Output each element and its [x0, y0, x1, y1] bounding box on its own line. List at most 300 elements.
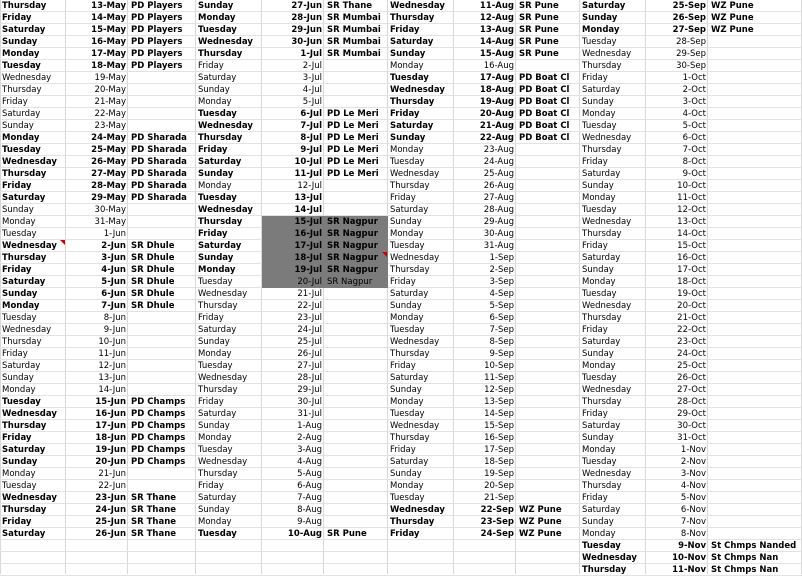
schedule-date-cell[interactable]: 2-Aug [297, 433, 322, 443]
schedule-date-cell[interactable]: 26-Aug [483, 181, 514, 191]
schedule-day-cell[interactable]: Tuesday [198, 25, 237, 35]
schedule-day-cell[interactable]: Friday [582, 493, 608, 503]
schedule-event-cell[interactable]: PD Sharada [131, 181, 187, 191]
schedule-date-cell[interactable]: 13-Oct [677, 217, 706, 227]
schedule-event-cell[interactable] [708, 444, 802, 456]
schedule-date-cell[interactable]: 25-Jun [95, 517, 126, 527]
schedule-date-cell[interactable]: 23-May [94, 121, 126, 131]
schedule-day-cell[interactable]: Saturday [2, 361, 41, 371]
schedule-date-cell[interactable]: 27-Sep [672, 25, 706, 35]
schedule-event-cell[interactable]: PD Players [131, 25, 183, 35]
schedule-date-cell[interactable]: 7-Jul [300, 121, 322, 131]
schedule-date-cell[interactable]: 26-May [91, 157, 126, 167]
schedule-date-cell[interactable]: 14-Jul [294, 205, 322, 215]
schedule-event-cell[interactable] [708, 420, 802, 432]
schedule-day-cell[interactable]: Thursday [2, 421, 47, 431]
schedule-date-cell[interactable]: 29-Jul [297, 385, 322, 395]
schedule-date-cell[interactable]: 10-Sep [484, 361, 514, 371]
schedule-event-cell[interactable] [128, 360, 196, 372]
schedule-event-cell[interactable] [708, 180, 802, 192]
schedule-date-cell[interactable]: 20-Aug [479, 109, 514, 119]
schedule-day-cell[interactable]: Monday [198, 349, 232, 359]
schedule-day-cell[interactable]: Wednesday [198, 205, 253, 215]
schedule-date-cell[interactable]: 25-Aug [483, 169, 514, 179]
schedule-day-cell[interactable]: Thursday [390, 349, 430, 359]
schedule-date-cell[interactable]: 22-May [94, 109, 126, 119]
schedule-day-cell[interactable]: Wednesday [390, 169, 440, 179]
schedule-event-cell[interactable] [128, 324, 196, 336]
schedule-day-cell[interactable]: Friday [198, 145, 228, 155]
schedule-day-cell[interactable]: Sunday [198, 253, 234, 263]
schedule-day-cell[interactable]: Sunday [582, 13, 618, 23]
schedule-date-cell[interactable]: 22-Aug [479, 133, 514, 143]
schedule-date-cell[interactable]: 14-Oct [677, 229, 706, 239]
schedule-event-cell[interactable] [708, 216, 802, 228]
schedule-date-cell[interactable]: 1-Oct [682, 73, 706, 83]
schedule-day-cell[interactable]: Thursday [582, 565, 627, 575]
schedule-day-cell[interactable]: Sunday [198, 85, 230, 95]
schedule-event-cell[interactable] [324, 192, 388, 204]
schedule-day-cell[interactable]: Sunday [198, 505, 230, 515]
schedule-day-cell[interactable]: Sunday [198, 421, 230, 431]
schedule-event-cell[interactable]: SR Dhule [131, 253, 175, 263]
schedule-day-cell[interactable]: Thursday [2, 1, 47, 11]
schedule-event-cell[interactable] [128, 372, 196, 384]
schedule-event-cell[interactable]: SR Nagpur [327, 241, 378, 251]
schedule-day-cell[interactable]: Monday [2, 49, 40, 59]
schedule-date-cell[interactable]: 28-Sep [676, 37, 706, 47]
schedule-date-cell[interactable]: 1-Sep [489, 253, 514, 263]
schedule-day-cell[interactable]: Saturday [582, 253, 621, 263]
schedule-day-cell[interactable]: Friday [390, 529, 420, 539]
schedule-event-cell[interactable] [708, 288, 802, 300]
schedule-day-cell[interactable]: Sunday [582, 349, 614, 359]
schedule-date-cell[interactable]: 23-Oct [677, 337, 706, 347]
schedule-date-cell[interactable]: 23-Jun [95, 493, 126, 503]
schedule-event-cell[interactable] [516, 384, 580, 396]
schedule-event-cell[interactable] [516, 288, 580, 300]
schedule-day-cell[interactable]: Monday [582, 25, 620, 35]
schedule-date-cell[interactable]: 21-Jun [98, 469, 126, 479]
schedule-date-cell[interactable]: 12-Sep [484, 385, 514, 395]
schedule-event-cell[interactable] [128, 108, 196, 120]
schedule-event-cell[interactable]: St Chmps Nan [711, 553, 779, 563]
schedule-day-cell[interactable]: Tuesday [198, 109, 237, 119]
schedule-event-cell[interactable] [708, 72, 802, 84]
schedule-date-cell[interactable]: 7-Jun [101, 301, 126, 311]
schedule-event-cell[interactable] [516, 276, 580, 288]
schedule-day-cell[interactable]: Friday [582, 241, 608, 251]
schedule-event-cell[interactable] [324, 480, 388, 492]
schedule-event-cell[interactable] [708, 432, 802, 444]
schedule-event-cell[interactable] [516, 144, 580, 156]
schedule-date-cell[interactable]: 12-Jun [98, 361, 126, 371]
schedule-date-cell[interactable]: 19-Sep [484, 469, 514, 479]
schedule-date-cell[interactable]: 3-Aug [297, 445, 322, 455]
schedule-date-cell[interactable]: 30-Oct [677, 421, 706, 431]
schedule-day-cell[interactable]: Saturday [582, 421, 621, 431]
schedule-day-cell[interactable]: Saturday [582, 337, 621, 347]
schedule-date-cell[interactable]: 24-Jul [297, 325, 322, 335]
schedule-day-cell[interactable]: Sunday [2, 457, 38, 467]
schedule-day-cell[interactable]: Monday [390, 397, 424, 407]
schedule-date-cell[interactable]: 9-Sep [489, 349, 514, 359]
schedule-date-cell[interactable]: 9-Jun [103, 325, 126, 335]
schedule-date-cell[interactable]: 14-May [91, 13, 126, 23]
schedule-event-cell[interactable] [516, 156, 580, 168]
schedule-day-cell[interactable]: Monday [582, 445, 616, 455]
schedule-event-cell[interactable] [708, 300, 802, 312]
schedule-date-cell[interactable]: 19-Oct [677, 289, 706, 299]
schedule-date-cell[interactable]: 19-Jul [294, 265, 322, 275]
schedule-day-cell[interactable]: Wednesday [198, 121, 253, 131]
schedule-date-cell[interactable]: 13-Sep [484, 397, 514, 407]
schedule-day-cell[interactable]: Tuesday [2, 145, 41, 155]
schedule-date-cell[interactable]: 22-Jun [98, 481, 126, 491]
schedule-date-cell[interactable]: 20-May [94, 85, 126, 95]
schedule-day-cell[interactable]: Friday [2, 97, 28, 107]
schedule-date-cell[interactable]: 26-Oct [677, 373, 706, 383]
cell-comment-indicator-icon[interactable] [60, 240, 65, 245]
schedule-day-cell[interactable]: Monday [390, 229, 424, 239]
schedule-event-cell[interactable] [708, 456, 802, 468]
schedule-day-cell[interactable]: Wednesday [2, 241, 57, 251]
schedule-day-cell[interactable]: Tuesday [2, 397, 41, 407]
schedule-date-cell[interactable]: 4-Jun [101, 265, 126, 275]
schedule-date-cell[interactable]: 13-Jul [294, 193, 322, 203]
schedule-date-cell[interactable]: 12-Oct [677, 205, 706, 215]
schedule-event-cell[interactable]: PD Boat Cl [519, 109, 570, 119]
schedule-date-cell[interactable]: 15-Sep [484, 421, 514, 431]
schedule-day-cell[interactable]: Friday [2, 181, 32, 191]
schedule-day-cell[interactable]: Wednesday [582, 301, 632, 311]
schedule-day-cell[interactable]: Thursday [582, 481, 622, 491]
schedule-event-cell[interactable]: PD Sharada [131, 133, 187, 143]
schedule-event-cell[interactable] [708, 120, 802, 132]
schedule-day-cell[interactable]: Friday [2, 13, 32, 23]
schedule-event-cell[interactable] [516, 216, 580, 228]
schedule-date-cell[interactable]: 1-Jul [300, 49, 322, 59]
schedule-date-cell[interactable]: 14-Jun [98, 385, 126, 395]
schedule-day-cell[interactable]: Tuesday [198, 277, 233, 287]
schedule-day-cell[interactable]: Tuesday [2, 481, 37, 491]
schedule-date-cell[interactable]: 22-Oct [677, 325, 706, 335]
schedule-date-cell[interactable]: 6-Aug [297, 481, 322, 491]
schedule-event-cell[interactable]: PD Le Meri [327, 121, 379, 131]
schedule-event-cell[interactable] [128, 204, 196, 216]
schedule-day-cell[interactable]: Tuesday [582, 541, 621, 551]
schedule-event-cell[interactable]: PD Players [131, 1, 183, 11]
schedule-date-cell[interactable]: 27-May [91, 169, 126, 179]
schedule-day-cell[interactable]: Friday [390, 193, 416, 203]
schedule-day-cell[interactable]: Friday [2, 517, 32, 527]
schedule-event-cell[interactable] [516, 360, 580, 372]
schedule-date-cell[interactable]: 16-Jun [95, 409, 126, 419]
schedule-day-cell[interactable]: Wednesday [582, 553, 637, 563]
schedule-date-cell[interactable]: 30-Aug [483, 229, 514, 239]
schedule-day-cell[interactable]: Sunday [390, 385, 422, 395]
schedule-day-cell[interactable]: Thursday [582, 313, 622, 323]
schedule-date-cell[interactable]: 10-Jun [98, 337, 126, 347]
schedule-day-cell[interactable]: Wednesday [582, 217, 632, 227]
schedule-date-cell[interactable]: 8-Nov [680, 529, 706, 539]
schedule-event-cell[interactable] [324, 300, 388, 312]
schedule-date-cell[interactable]: 9-Aug [297, 517, 322, 527]
schedule-event-cell[interactable]: SR Thane [327, 1, 373, 11]
schedule-date-cell[interactable]: 13-Jun [98, 373, 126, 383]
schedule-event-cell[interactable] [708, 384, 802, 396]
schedule-event-cell[interactable]: PD Champs [131, 445, 186, 455]
schedule-day-cell[interactable]: Thursday [2, 505, 47, 515]
schedule-date-cell[interactable]: 23-Aug [483, 145, 514, 155]
schedule-event-cell[interactable] [708, 504, 802, 516]
schedule-day-cell[interactable]: Monday [2, 133, 40, 143]
schedule-day-cell[interactable]: Saturday [582, 85, 621, 95]
schedule-day-cell[interactable]: Sunday [390, 217, 422, 227]
schedule-event-cell[interactable] [516, 336, 580, 348]
schedule-day-cell[interactable]: Saturday [2, 445, 46, 455]
schedule-event-cell[interactable] [324, 456, 388, 468]
schedule-event-cell[interactable] [516, 228, 580, 240]
schedule-day-cell[interactable]: Wednesday [390, 505, 445, 515]
schedule-day-cell[interactable]: Tuesday [198, 529, 237, 539]
schedule-date-cell[interactable]: 14-Sep [484, 409, 514, 419]
schedule-event-cell[interactable] [324, 504, 388, 516]
schedule-day-cell[interactable]: Thursday [390, 265, 430, 275]
schedule-date-cell[interactable]: 15-Jul [294, 217, 322, 227]
schedule-event-cell[interactable] [708, 324, 802, 336]
schedule-date-cell[interactable]: 31-May [94, 217, 126, 227]
schedule-event-cell[interactable] [516, 372, 580, 384]
schedule-event-cell[interactable] [128, 468, 196, 480]
schedule-day-cell[interactable]: Sunday [2, 373, 34, 383]
schedule-event-cell[interactable] [516, 204, 580, 216]
schedule-day-cell[interactable]: Friday [2, 433, 32, 443]
schedule-event-cell[interactable] [708, 84, 802, 96]
schedule-day-cell[interactable]: Sunday [582, 181, 614, 191]
schedule-date-cell[interactable]: 15-Aug [479, 49, 514, 59]
schedule-event-cell[interactable] [708, 36, 802, 48]
schedule-date-cell[interactable]: 8-Sep [489, 337, 514, 347]
schedule-day-cell[interactable]: Wednesday [390, 337, 440, 347]
schedule-date-cell[interactable]: 24-Aug [483, 157, 514, 167]
schedule-event-cell[interactable]: PD Boat Cl [519, 133, 570, 143]
schedule-day-cell[interactable]: Monday [390, 61, 424, 71]
schedule-event-cell[interactable]: SR Dhule [131, 265, 175, 275]
schedule-event-cell[interactable] [708, 144, 802, 156]
schedule-day-cell[interactable]: Saturday [198, 409, 237, 419]
schedule-date-cell[interactable]: 6-Oct [682, 133, 706, 143]
schedule-date-cell[interactable]: 6-Nov [680, 505, 706, 515]
schedule-date-cell[interactable]: 7-Nov [680, 517, 706, 527]
schedule-day-cell[interactable]: Saturday [198, 325, 237, 335]
schedule-date-cell[interactable]: 5-Sep [489, 301, 514, 311]
schedule-date-cell[interactable]: 12-Jul [297, 181, 322, 191]
schedule-day-cell[interactable]: Tuesday [390, 157, 425, 167]
schedule-event-cell[interactable]: PD Le Meri [327, 133, 379, 143]
schedule-day-cell[interactable]: Friday [198, 229, 228, 239]
schedule-day-cell[interactable]: Thursday [198, 301, 238, 311]
schedule-event-cell[interactable]: SR Dhule [131, 241, 175, 251]
schedule-day-cell[interactable]: Tuesday [390, 409, 425, 419]
schedule-date-cell[interactable]: 28-Jun [291, 13, 322, 23]
schedule-date-cell[interactable]: 26-Jul [297, 349, 322, 359]
schedule-date-cell[interactable]: 2-Jul [302, 61, 322, 71]
schedule-date-cell[interactable]: 5-Oct [682, 121, 706, 131]
schedule-date-cell[interactable]: 27-Jul [297, 361, 322, 371]
schedule-date-cell[interactable]: 29-Sep [676, 49, 706, 59]
schedule-date-cell[interactable]: 18-Sep [484, 457, 514, 467]
schedule-day-cell[interactable]: Saturday [2, 277, 46, 287]
schedule-event-cell[interactable]: SR Nagpur [327, 265, 378, 275]
schedule-event-cell[interactable] [708, 96, 802, 108]
schedule-event-cell[interactable]: WZ Pune [711, 1, 754, 11]
schedule-day-cell[interactable]: Saturday [2, 529, 46, 539]
schedule-event-cell[interactable] [324, 180, 388, 192]
schedule-event-cell[interactable] [516, 456, 580, 468]
schedule-date-cell[interactable]: 15-May [91, 25, 126, 35]
schedule-day-cell[interactable]: Tuesday [2, 61, 41, 71]
cell-comment-indicator-icon[interactable] [382, 252, 387, 257]
schedule-event-cell[interactable] [708, 60, 802, 72]
schedule-day-cell[interactable]: Wednesday [390, 421, 440, 431]
schedule-day-cell[interactable]: Sunday [2, 121, 34, 131]
schedule-event-cell[interactable]: SR Pune [519, 37, 559, 47]
schedule-day-cell[interactable]: Sunday [198, 337, 230, 347]
schedule-event-cell[interactable] [516, 252, 580, 264]
schedule-event-cell[interactable]: PD Boat Cl [519, 121, 570, 131]
schedule-event-cell[interactable] [708, 240, 802, 252]
schedule-date-cell[interactable]: 28-May [91, 181, 126, 191]
schedule-day-cell[interactable]: Tuesday [390, 325, 425, 335]
schedule-day-cell[interactable]: Saturday [2, 109, 41, 119]
schedule-day-cell[interactable]: Monday [198, 13, 236, 23]
schedule-day-cell[interactable]: Monday [2, 385, 36, 395]
schedule-day-cell[interactable]: Thursday [390, 433, 430, 443]
schedule-day-cell[interactable]: Saturday [582, 505, 621, 515]
schedule-day-cell[interactable]: Tuesday [582, 457, 617, 467]
schedule-event-cell[interactable]: SR Nagpur [327, 217, 378, 227]
schedule-day-cell[interactable]: Thursday [198, 133, 243, 143]
schedule-date-cell[interactable]: 17-Oct [677, 265, 706, 275]
schedule-date-cell[interactable]: 3-Sep [489, 277, 514, 287]
schedule-day-cell[interactable]: Monday [198, 265, 236, 275]
schedule-event-cell[interactable] [324, 432, 388, 444]
schedule-event-cell[interactable] [516, 192, 580, 204]
schedule-event-cell[interactable]: SR Dhule [131, 277, 175, 287]
schedule-day-cell[interactable]: Friday [390, 109, 420, 119]
schedule-date-cell[interactable]: 12-Aug [479, 13, 514, 23]
schedule-day-cell[interactable]: Saturday [198, 241, 242, 251]
schedule-date-cell[interactable]: 3-Oct [682, 97, 706, 107]
schedule-event-cell[interactable] [516, 168, 580, 180]
schedule-day-cell[interactable]: Sunday [390, 301, 422, 311]
schedule-event-cell[interactable] [324, 84, 388, 96]
schedule-date-cell[interactable]: 24-Oct [677, 349, 706, 359]
schedule-event-cell[interactable] [708, 468, 802, 480]
schedule-event-cell[interactable] [708, 408, 802, 420]
schedule-event-cell[interactable] [516, 324, 580, 336]
schedule-date-cell[interactable]: 25-Oct [677, 361, 706, 371]
schedule-day-cell[interactable]: Thursday [582, 61, 622, 71]
schedule-date-cell[interactable]: 11-Jun [98, 349, 126, 359]
schedule-event-cell[interactable]: PD Boat Cl [519, 85, 570, 95]
schedule-event-cell[interactable] [324, 72, 388, 84]
schedule-date-cell[interactable]: 23-Jul [297, 313, 322, 323]
schedule-day-cell[interactable]: Sunday [582, 433, 614, 443]
schedule-date-cell[interactable]: 21-Oct [677, 313, 706, 323]
schedule-event-cell[interactable] [324, 360, 388, 372]
schedule-date-cell[interactable]: 8-Aug [297, 505, 322, 515]
schedule-day-cell[interactable]: Monday [390, 313, 424, 323]
schedule-event-cell[interactable] [708, 360, 802, 372]
schedule-date-cell[interactable]: 2-Oct [682, 85, 706, 95]
schedule-date-cell[interactable]: 17-Jul [294, 241, 322, 251]
schedule-date-cell[interactable]: 31-Oct [677, 433, 706, 443]
schedule-event-cell[interactable]: WZ Pune [519, 517, 562, 527]
schedule-day-cell[interactable]: Saturday [198, 73, 237, 83]
schedule-date-cell[interactable]: 25-Sep [672, 1, 706, 11]
schedule-event-cell[interactable] [516, 240, 580, 252]
schedule-event-cell[interactable] [324, 372, 388, 384]
schedule-day-cell[interactable]: Tuesday [582, 205, 617, 215]
schedule-day-cell[interactable]: Friday [390, 361, 416, 371]
schedule-event-cell[interactable]: PD Boat Cl [519, 97, 570, 107]
schedule-day-cell[interactable]: Thursday [198, 217, 243, 227]
schedule-date-cell[interactable]: 4-Oct [682, 109, 706, 119]
schedule-event-cell[interactable] [324, 420, 388, 432]
schedule-date-cell[interactable]: 5-Aug [297, 469, 322, 479]
schedule-event-cell[interactable]: PD Boat Cl [519, 73, 570, 83]
schedule-date-cell[interactable]: 27-Jun [291, 1, 322, 11]
schedule-day-cell[interactable]: Monday [198, 433, 232, 443]
schedule-date-cell[interactable]: 28-Oct [677, 397, 706, 407]
schedule-day-cell[interactable]: Sunday [2, 37, 38, 47]
schedule-day-cell[interactable]: Monday [2, 217, 36, 227]
schedule-date-cell[interactable]: 31-Aug [483, 241, 514, 251]
schedule-date-cell[interactable]: 5-Nov [680, 493, 706, 503]
schedule-event-cell[interactable] [516, 348, 580, 360]
schedule-date-cell[interactable]: 15-Jun [95, 397, 126, 407]
schedule-event-cell[interactable] [516, 312, 580, 324]
schedule-date-cell[interactable]: 16-Sep [484, 433, 514, 443]
schedule-event-cell[interactable]: SR Dhule [131, 289, 175, 299]
schedule-date-cell[interactable]: 17-Sep [484, 445, 514, 455]
schedule-event-cell[interactable] [708, 48, 802, 60]
schedule-day-cell[interactable]: Sunday [2, 205, 34, 215]
schedule-event-cell[interactable] [516, 408, 580, 420]
schedule-event-cell[interactable]: SR Pune [519, 13, 559, 23]
schedule-date-cell[interactable]: 24-Jun [95, 505, 126, 515]
schedule-date-cell[interactable]: 27-Aug [483, 193, 514, 203]
schedule-date-cell[interactable]: 1-Jun [103, 229, 126, 239]
schedule-day-cell[interactable]: Wednesday [2, 493, 57, 503]
schedule-event-cell[interactable] [324, 384, 388, 396]
schedule-date-cell[interactable]: 10-Aug [287, 529, 322, 539]
schedule-date-cell[interactable]: 1-Nov [680, 445, 706, 455]
schedule-date-cell[interactable]: 29-Jun [291, 25, 322, 35]
schedule-day-cell[interactable]: Saturday [390, 457, 429, 467]
schedule-day-cell[interactable]: Tuesday [198, 193, 237, 203]
schedule-day-cell[interactable]: Wednesday [582, 133, 632, 143]
schedule-date-cell[interactable]: 30-Sep [676, 61, 706, 71]
schedule-day-cell[interactable]: Thursday [2, 337, 42, 347]
schedule-event-cell[interactable]: PD Players [131, 61, 183, 71]
schedule-day-cell[interactable]: Friday [390, 445, 416, 455]
schedule-event-cell[interactable]: PD Sharada [131, 169, 187, 179]
schedule-date-cell[interactable]: 16-Jul [294, 229, 322, 239]
schedule-day-cell[interactable]: Friday [198, 481, 224, 491]
